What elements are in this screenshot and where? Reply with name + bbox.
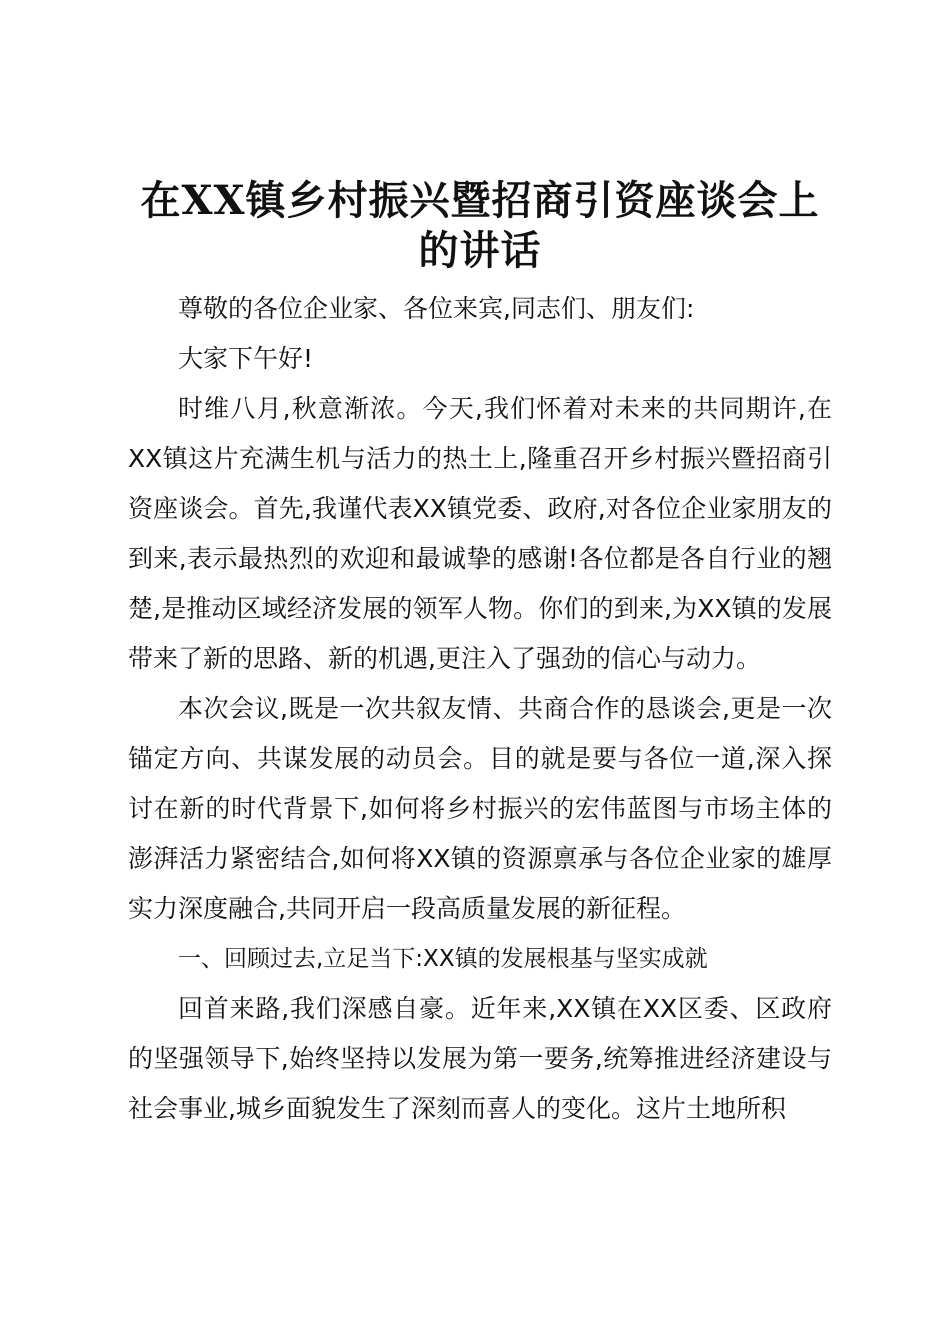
paragraph-opening: 时维八月,秋意渐浓。今天,我们怀着对未来的共同期许,在XX镇这片充满生机与活力的热土上,隆重召开乡村振兴暨招商引资座谈会。首先,我谨代表XX镇党委、政府,对各位企业家朋友的到来,表示最热烈的欢迎和最诚挚的感谢!各位都是各自行业的翘楚,是推动区域经济发展的领军人物。你们的到来,为XX镇的发展带来了新的思路、新的机遇,更注入了强劲的信心与动力。: [128, 394, 832, 673]
paragraph-purpose: 本次会议,既是一次共叙友情、共商合作的恳谈会,更是一次锚定方向、共谋发展的动员会。目的就是要与各位一道,深入探讨在新的时代背景下,如何将乡村振兴的宏伟蓝图与市场主体的澎湃活力紧密结合,如何将XX镇的资源禀承与各位企业家的雄厚实力深度融合,共同开启一段高质量发展的新征程。: [128, 694, 832, 923]
greeting: 大家下午好!: [178, 344, 314, 373]
salutation: 尊敬的各位企业家、各位来宾,同志们、朋友们:: [178, 294, 695, 323]
title-line-1: 在XX镇乡村振兴暨招商引资座谈会上: [140, 177, 820, 224]
title-line-2: 的讲话: [418, 227, 542, 274]
section-paragraph: 回首来路,我们深感自豪。近年来,XX镇在XX区委、区政府的坚强领导下,始终坚持以发展为第一要务,统筹推进经济建设与社会事业,城乡面貌发生了深刻而喜人的变化。这片土地所积: [128, 994, 832, 1123]
document-title: [120, 176, 840, 276]
document-body: [128, 284, 832, 1134]
section-heading: 一、回顾过去,立足当下:XX镇的发展根基与坚实成就: [178, 946, 708, 972]
